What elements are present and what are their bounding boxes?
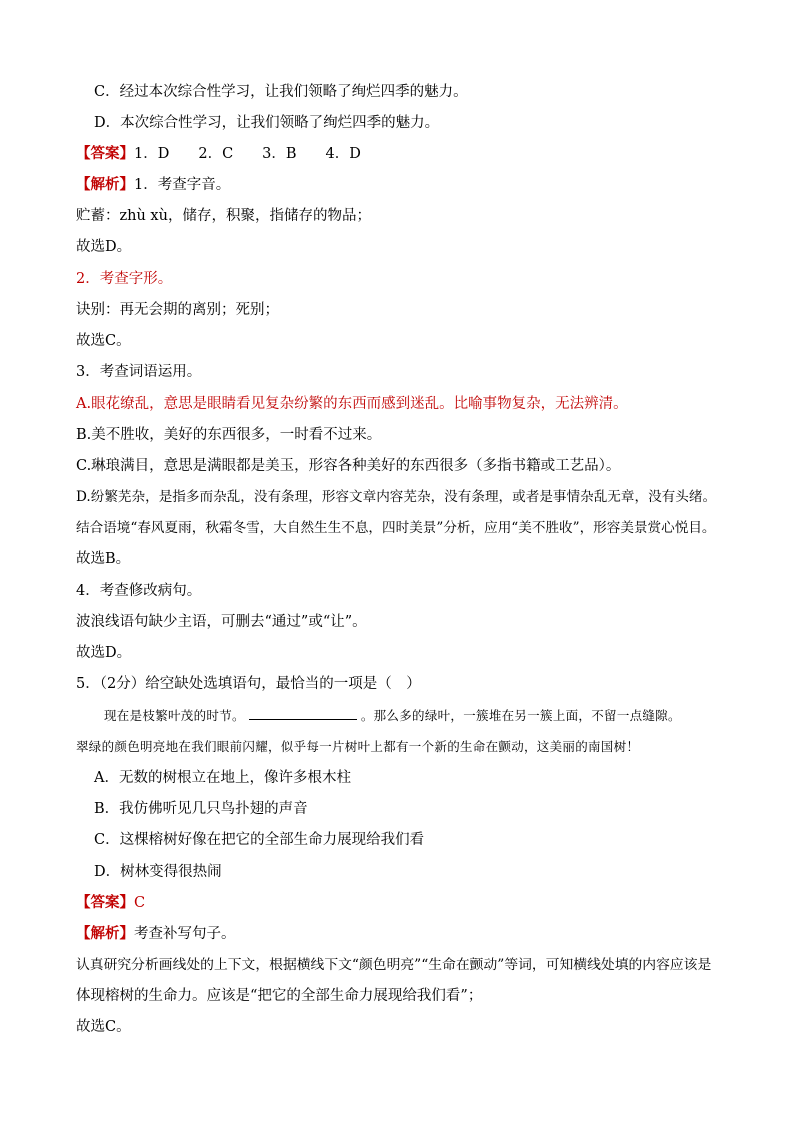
analysis-q2-detail: 诀别：再无会期的离别；死别； <box>76 302 279 318</box>
analysis-q1-choice: 故选D。 <box>76 239 132 255</box>
analysis-q3-c: C.琳琅满目，意思是满眼都是美玉，形容各种美好的东西很多（多指书籍或工艺品）。 <box>76 458 621 474</box>
question-5-option-c: C．这棵榕树好像在把它的全部生命力展现给我们看 <box>94 832 425 848</box>
answer-tag: 【答案】 <box>76 894 134 911</box>
analysis-q2-heading: 2．考查字形。 <box>76 271 173 287</box>
analysis-q3-a: A.眼花缭乱，意思是眼睛看见复杂纷繁的东西而感到迷乱。比喻事物复杂，无法辨清。 <box>76 396 628 412</box>
analysis-q4-detail: 波浪线语句缺少主语，可删去“通过”或“让”。 <box>76 614 367 630</box>
analysis-text: 1．考查字音。 <box>134 177 231 193</box>
question-5-option-b: B．我仿佛听见几只鸟扑翅的声音 <box>94 801 308 817</box>
analysis-q3-heading: 3．考查词语运用。 <box>76 364 202 380</box>
question-5-analysis <box>76 924 236 944</box>
question-5-option-a: A．无数的树根立在地上，像许多根木柱 <box>94 770 351 786</box>
passage-text-before-blank: 现在是枝繁叶茂的时节。 <box>104 708 245 723</box>
analysis-q2-choice: 故选C。 <box>76 333 131 349</box>
question-5-option-d: D．树林变得很热闹 <box>94 864 222 880</box>
analysis-tag: 【解析】 <box>76 925 134 942</box>
question-5-passage-line-2: 翠绿的颜色明亮地在我们眼前闪耀，似乎每一片树叶上都有一个新的生命在颤动，这美丽的南国树！ <box>76 739 640 754</box>
analysis-q3-context: 结合语境“春风夏雨，秋霜冬雪，大自然生生不息，四时美景”分析，应用“美不胜收”，形容美景赏心悦目。 <box>76 520 716 536</box>
question-5-stem: 5．（2分）给空缺处选填语句，最恰当的一项是（ ） <box>76 676 421 692</box>
question-5-answer <box>76 893 145 913</box>
answer-tag: 【答案】 <box>76 145 134 162</box>
analysis-q4-heading: 4．考查修改病句。 <box>76 583 202 599</box>
question-5-analysis-detail-2: 体现榕树的生命力。应该是“把它的全部生命力展现给我们看”； <box>76 988 483 1004</box>
analysis-q4-choice: 故选D。 <box>76 645 132 661</box>
passage-text-after-blank: 。那么多的绿叶，一簇堆在另一簇上面，不留一点缝隙。 <box>360 708 681 723</box>
option-c-prev: C．经过本次综合性学习，让我们领略了绚烂四季的魅力。 <box>94 84 468 100</box>
question-5-passage-line-1 <box>104 706 681 726</box>
analysis-line-1 <box>76 175 230 195</box>
analysis-q3-d: D.纷繁芜杂，是指多而杂乱，没有条理，形容文章内容芜杂，没有条理，或者是事情杂乱无章，没有头绪。 <box>76 489 717 505</box>
answer-text: 1．D 2．C 3．B 4．D <box>134 146 361 162</box>
analysis-text: 考查补写句子。 <box>134 926 236 942</box>
fill-in-blank <box>249 707 357 720</box>
option-d-prev: D．本次综合性学习，让我们领略了绚烂四季的魅力。 <box>94 115 440 131</box>
question-5-analysis-detail-1: 认真研究分析画线处的上下文，根据横线下文“颜色明亮”“生命在颤动”等词，可知横线处填的内容应该是 <box>76 957 712 973</box>
analysis-q1-detail: 贮蓄：zhù xù，储存，积聚，指储存的物品； <box>76 208 371 224</box>
analysis-tag: 【解析】 <box>76 176 134 193</box>
analysis-q3-b: B.美不胜收，美好的东西很多，一时看不过来。 <box>76 427 382 443</box>
question-5-analysis-choice: 故选C。 <box>76 1019 131 1035</box>
answer-text: C <box>134 895 146 911</box>
analysis-q3-choice: 故选B。 <box>76 551 131 567</box>
answer-line-1 <box>76 144 361 164</box>
